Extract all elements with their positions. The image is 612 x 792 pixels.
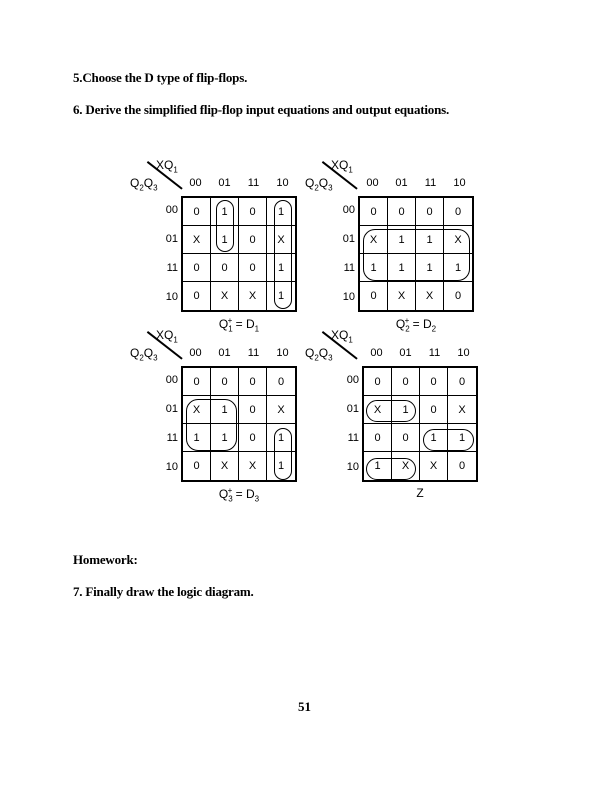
instruction-step-5: 5.Choose the D type of flip-flops. (73, 70, 248, 85)
kmap-cell: 1 (267, 254, 295, 282)
kmap-cell: X (183, 396, 211, 424)
kmap-cell: 0 (183, 452, 211, 480)
kmap-row-variable: $Q_2Q_3$ (130, 346, 158, 363)
kmap-cell: X (448, 396, 476, 424)
kmap-row-label: 01 (165, 233, 178, 245)
kmap-cell: X (416, 282, 444, 310)
kmap-cell: 1 (392, 396, 420, 424)
kmap-col-label: 10 (457, 347, 470, 359)
kmap-row-variable: $Q_2Q_3$ (130, 176, 158, 193)
kmap-cell: 0 (211, 254, 239, 282)
kmap-col-label: 10 (276, 347, 289, 359)
kmap-caption: $Q_3^+ = D_3$ (218, 486, 260, 504)
kmap-column-variable: $XQ_1$ (331, 328, 353, 345)
kmap-cell: 0 (388, 198, 416, 226)
kmap-cell: 0 (183, 198, 211, 226)
kmap-d3 (130, 328, 305, 508)
kmap-cell: 0 (364, 368, 392, 396)
kmap-column-variable: $XQ_1$ (331, 158, 353, 175)
kmap-row-label: 11 (166, 262, 178, 274)
kmap-cell: 0 (392, 368, 420, 396)
kmap-z (305, 328, 480, 508)
kmap-d2 (305, 158, 480, 338)
kmap-cell: 0 (239, 396, 267, 424)
kmap-cell: 0 (364, 424, 392, 452)
kmap-cell: 0 (239, 198, 267, 226)
kmap-row-label: 00 (342, 204, 355, 216)
kmap-cell: X (267, 396, 295, 424)
kmap-cell: 0 (420, 396, 448, 424)
kmap-cell: X (364, 396, 392, 424)
kmap-cell: X (392, 452, 420, 480)
kmap-cell: 1 (277, 460, 285, 472)
kmap-cell: 1 (388, 254, 416, 282)
kmap-cell: 0 (420, 368, 448, 396)
kmap-col-label: 01 (399, 347, 412, 359)
kmap-row-label: 01 (165, 403, 178, 415)
kmap-cell: 0 (239, 226, 267, 254)
kmap-cell: 0 (416, 198, 444, 226)
kmap-col-label: 01 (395, 177, 408, 189)
kmap-column-variable: $XQ_1$ (156, 158, 178, 175)
kmap-cell: 1 (420, 424, 448, 452)
homework-heading: Homework: (73, 552, 138, 567)
kmap-cell: 0 (448, 368, 476, 396)
kmap-cell: 0 (454, 290, 462, 302)
kmap-cell: 1 (277, 290, 285, 302)
kmap-cell: 0 (360, 282, 388, 310)
kmap-row-label: 11 (166, 432, 178, 444)
kmap-cell: X (183, 226, 211, 254)
kmap-cell: X (211, 452, 239, 480)
kmap-cell: 0 (360, 198, 388, 226)
kmap-cell: 0 (239, 254, 267, 282)
kmap-cell: X (388, 282, 416, 310)
kmap-cell: 1 (364, 452, 392, 480)
kmap-row-label: 00 (165, 204, 178, 216)
kmap-row-label: 01 (342, 233, 355, 245)
kmap-cell: 0 (211, 368, 239, 396)
kmap-cell: 0 (392, 424, 420, 452)
kmap-cell: X (420, 452, 448, 480)
kmap-group-loop (274, 428, 292, 480)
kmap-cell: 1 (388, 226, 416, 254)
kmap-row-variable: $Q_2Q_3$ (305, 176, 333, 193)
kmap-cell: 0 (183, 368, 211, 396)
kmap-cell: 1 (360, 254, 388, 282)
kmap-group-loop (366, 400, 416, 422)
kmap-cell: 1 (211, 424, 239, 452)
kmap-cell: 1 (416, 226, 444, 254)
kmap-group-loop (423, 429, 474, 451)
kmap-col-label: 10 (453, 177, 466, 189)
kmap-cell: 0 (458, 460, 466, 472)
kmap-row-label: 10 (165, 461, 178, 473)
kmap-col-label: 01 (218, 347, 231, 359)
kmap-cell: 0 (239, 368, 267, 396)
kmap-cell: X (267, 226, 295, 254)
kmap-group-loop (363, 229, 470, 281)
kmap-group-loop (186, 399, 237, 451)
kmap-col-label: 11 (424, 177, 437, 189)
kmap-cell: X (211, 282, 239, 310)
kmap-cell: 1 (448, 424, 476, 452)
kmap-cell: 0 (183, 254, 211, 282)
kmap-cell: 1 (444, 254, 472, 282)
kmap-cell: 1 (267, 198, 295, 226)
kmap-col-label: 01 (218, 177, 231, 189)
kmap-col-label: 00 (189, 177, 202, 189)
kmap-col-label: 00 (370, 347, 383, 359)
kmap-row-label: 11 (343, 262, 355, 274)
page-number: 51 (298, 699, 311, 714)
kmap-col-label: 00 (189, 347, 202, 359)
kmap-group-loop (366, 458, 416, 480)
kmap-cell: X (444, 226, 472, 254)
kmap-cell: 1 (183, 424, 211, 452)
kmap-row-label: 00 (165, 374, 178, 386)
kmap-group-loop (216, 200, 234, 252)
kmap-col-label: 00 (366, 177, 379, 189)
kmap-row-variable: $Q_2Q_3$ (305, 346, 333, 363)
kmap-col-label: 11 (247, 347, 260, 359)
kmap-caption: Z (416, 486, 424, 500)
kmap-cell: X (360, 226, 388, 254)
kmap-col-label: 11 (428, 347, 441, 359)
kmap-cell: 1 (211, 198, 239, 226)
kmap-row-label: 11 (347, 432, 359, 444)
kmap-column-variable: $XQ_1$ (156, 328, 178, 345)
instruction-step-6: 6. Derive the simplified flip-flop input equations and output equations. (73, 102, 450, 117)
kmap-d1 (130, 158, 305, 338)
kmap-cell: 1 (267, 424, 295, 452)
kmap-cell: 0 (267, 368, 295, 396)
instruction-step-7: 7. Finally draw the logic diagram. (73, 584, 254, 599)
kmap-cell: 1 (416, 254, 444, 282)
kmap-cell: 1 (211, 396, 239, 424)
kmap-row-label: 10 (165, 291, 178, 303)
kmap-cell: X (239, 282, 267, 310)
kmap-row-label: 10 (346, 461, 359, 473)
kmap-row-label: 00 (346, 374, 359, 386)
kmap-cell: 1 (211, 226, 239, 254)
kmap-row-label: 10 (342, 291, 355, 303)
kmap-col-label: 10 (276, 177, 289, 189)
kmap-cell: 0 (183, 282, 211, 310)
kmap-group-loop (274, 200, 292, 309)
kmap-cell: X (239, 452, 267, 480)
kmap-cell: 0 (239, 424, 267, 452)
kmap-row-label: 01 (346, 403, 359, 415)
kmap-cell: 0 (444, 198, 472, 226)
kmap-caption: $Q_1^+ = D_1$ (218, 316, 260, 334)
kmap-col-label: 11 (247, 177, 260, 189)
kmap-caption: $Q_2^+ = D_2$ (395, 316, 437, 334)
